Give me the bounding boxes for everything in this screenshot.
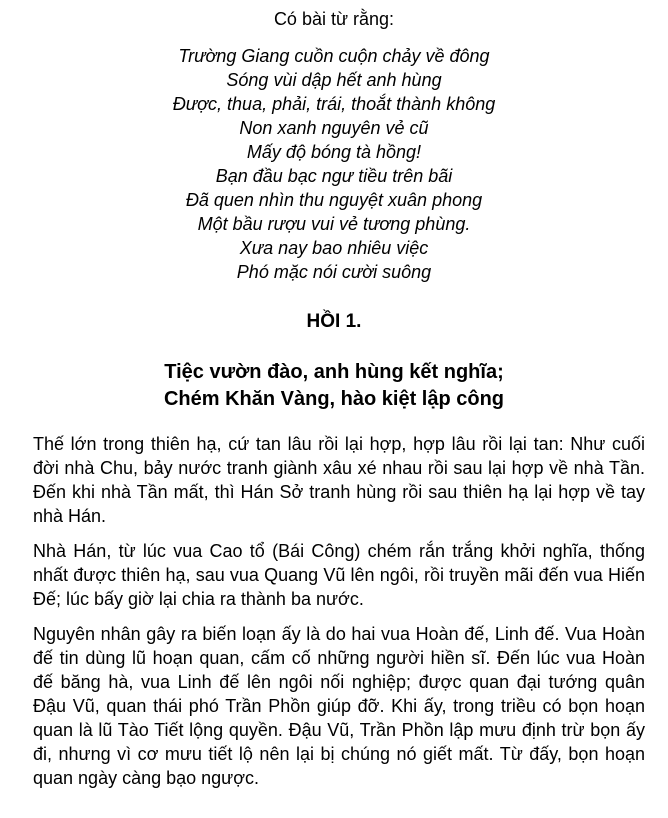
poem-line: Non xanh nguyên vẻ cũ: [239, 118, 429, 138]
chapter-heading: HỒI 1.: [306, 311, 362, 332]
poem-line: Một bầu rượu vui vẻ tương phùng.: [197, 214, 471, 234]
poem-line: Bạn đầu bạc ngư tiều trên bãi: [215, 166, 453, 186]
subtitle-line: Tiệc vườn đào, anh hùng kết nghĩa;: [164, 361, 504, 383]
poem-line: Xưa nay bao nhiêu việc: [239, 238, 429, 258]
body-paragraph: Nguyên nhân gây ra biến loạn ấy là do hai vua Hoàn đế, Linh đế. Vua Hoàn đế tin dùng lũ hoạn quan, cấm cố những người hiền sĩ. Đến lúc vua Hoàn đế băng hà, vua Linh đế lên ngôi nối nghiệp; được quan đại tướng quân Đậu Vũ, quan thái phó Trần Phồn giúp đỡ. Khi ấy, trong triều có bọn hoạn quan là lũ Tào Tiết lộng quyền. Đậu Vũ, Trần Phồn lập mưu định trừ bọn ấy đi, nhưng vì cơ mưu tiết lộ nên lại bị chúng nó giết mất. Từ đấy, bọn hoạn quan ngày càng bạo ngược.: [33, 624, 645, 788]
chapter-subtitle: [0, 359, 668, 413]
body-paragraph: Thế lớn trong thiên hạ, cứ tan lâu rồi lại hợp, hợp lâu rồi lại tan: Như cuối đời nhà Chu, bảy nước tranh giành xâu xé nhau rồi sau lại hợp về nhà Tần. Đến khi nhà Tần mất, thì Hán Sở tranh hùng rồi sau thiên hạ lại hợp về tay nhà Hán.: [33, 434, 645, 526]
poem-line: Đã quen nhìn thu nguyệt xuân phong: [185, 190, 483, 210]
poem-line: Sóng vùi dập hết anh hùng: [226, 70, 442, 90]
poem-line: Phó mặc nói cười suông: [236, 262, 432, 282]
poem-line: Mấy độ bóng tà hồng!: [246, 142, 422, 162]
poem: [0, 44, 668, 284]
poem-line: Trường Giang cuồn cuộn chảy về đông: [178, 46, 490, 66]
subtitle-line: Chém Khăn Vàng, hào kiệt lập công: [163, 388, 505, 410]
poem-intro: Có bài từ rằng:: [273, 9, 395, 29]
body-paragraph: Nhà Hán, từ lúc vua Cao tổ (Bái Công) chém rắn trắng khởi nghĩa, thống nhất được thiên hạ, sau vua Quang Vũ lên ngôi, rồi truyền mãi đến vua Hiến Đế; lúc bấy giờ lại chia ra thành ba nước.: [33, 541, 645, 609]
poem-line: Được, thua, phải, trái, thoắt thành không: [172, 94, 496, 114]
